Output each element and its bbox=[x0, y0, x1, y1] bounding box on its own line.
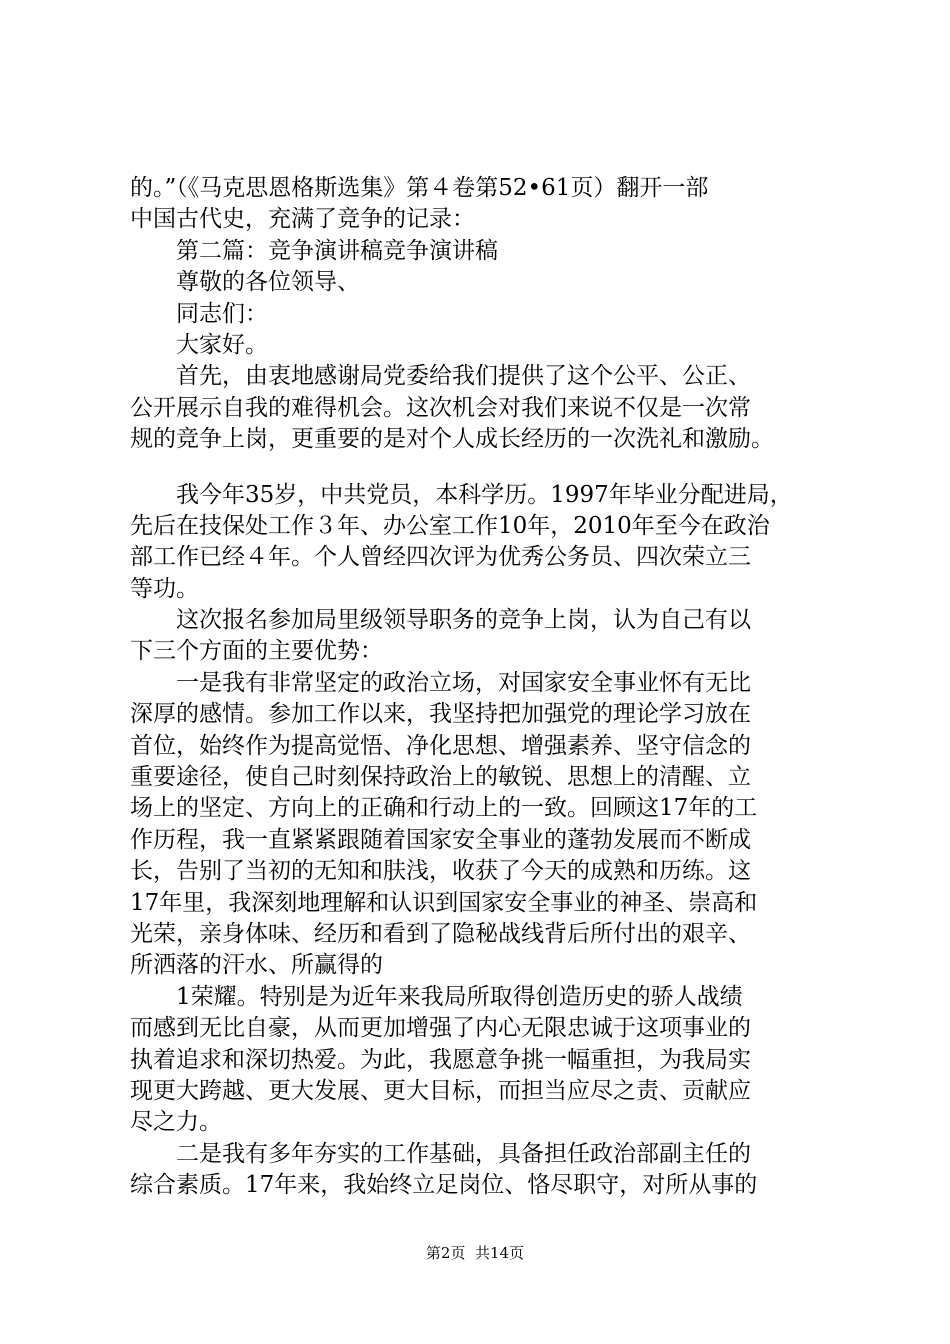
text-line: 光荣，亲身体味、经历和看到了隐秘战线背后所付出的艰辛、 bbox=[130, 920, 751, 947]
text-line: 大家好。 bbox=[130, 331, 268, 358]
text-line: 现更大跨越、更大发展、更大目标，而担当应尽之责、贡献应 bbox=[130, 1077, 751, 1104]
text-line: 我今年35岁，中共党员，本科学历。1997年毕业分配进局， bbox=[130, 481, 793, 508]
text-line: 而感到无比自豪，从而更加增强了内心无限忠诚于这项事业的 bbox=[130, 1015, 751, 1042]
text-line: 同志们： bbox=[130, 300, 268, 327]
text-line: 的。”（《马克思恩格斯选集》第４卷第52•61页）翻开一部 bbox=[130, 175, 709, 201]
text-line: 深厚的感情。参加工作以来，我坚持把加强党的理论学习放在 bbox=[130, 701, 751, 728]
text-line: 一是我有非常坚定的政治立场，对国家安全事业怀有无比 bbox=[130, 669, 751, 696]
text-line: 场上的坚定、方向上的正确和行动上的一致。回顾这17年的工 bbox=[130, 795, 758, 822]
text-line: 重要途径，使自己时刻保持政治上的敏锐、思想上的清醒、立 bbox=[130, 764, 751, 791]
text-line: 先后在技保处工作３年、办公室工作10年，2010年至今在政治 bbox=[130, 512, 770, 539]
text-line: 尊敬的各位领导、 bbox=[130, 269, 360, 296]
text-line: 下三个方面的主要优势： bbox=[130, 638, 383, 665]
text-line: 二是我有多年夯实的工作基础，具备担任政治部副主任的 bbox=[130, 1140, 751, 1167]
text-line: 规的竞争上岗，更重要的是对个人成长经历的一次洗礼和激励。 bbox=[130, 426, 774, 453]
text-line: 部工作已经４年。个人曾经四次评为优秀公务员、四次荣立三 bbox=[130, 544, 751, 571]
text-line: 这次报名参加局里级领导职务的竞争上岗，认为自己有以 bbox=[130, 607, 751, 634]
text-line: 综合素质。17年来，我始终立足岗位、恪尽职守，对所从事的 bbox=[130, 1172, 758, 1199]
text-line: 所洒落的汗水、所赢得的 bbox=[130, 952, 383, 979]
text-line: 1荣耀。特别是为近年来我局所取得创造历史的骄人战绩 bbox=[130, 983, 743, 1010]
text-line: 17年里，我深刻地理解和认识到国家安全事业的神圣、崇高和 bbox=[130, 889, 758, 916]
text-line: 中国古代史，充满了竞争的记录： bbox=[130, 206, 475, 233]
text-line: 执着追求和深切热爱。为此，我愿意争挑一幅重担，为我局实 bbox=[130, 1046, 751, 1073]
text-line: 尽之力。 bbox=[130, 1109, 222, 1136]
text-line: 首先，由衷地感谢局党委给我们提供了这个公平、公正、 bbox=[130, 363, 751, 390]
text-line: 等功。 bbox=[130, 575, 199, 602]
text-line: 公开展示自我的难得机会。这次机会对我们来说不仅是一次常 bbox=[130, 394, 751, 421]
page-footer: 第2页 共14页 bbox=[425, 1244, 525, 1262]
text-line: 第二篇：竞争演讲稿竞争演讲稿 bbox=[130, 237, 498, 264]
text-line: 长，告别了当初的无知和肤浅，收获了今天的成熟和历练。这 bbox=[130, 858, 751, 885]
blank-line bbox=[130, 456, 830, 480]
document-body bbox=[130, 173, 830, 1202]
text-line: 首位，始终作为提高觉悟、净化思想、增强素养、坚守信念的 bbox=[130, 732, 751, 759]
text-line: 作历程，我一直紧紧跟随着国家安全事业的蓬勃发展而不断成 bbox=[130, 826, 751, 853]
